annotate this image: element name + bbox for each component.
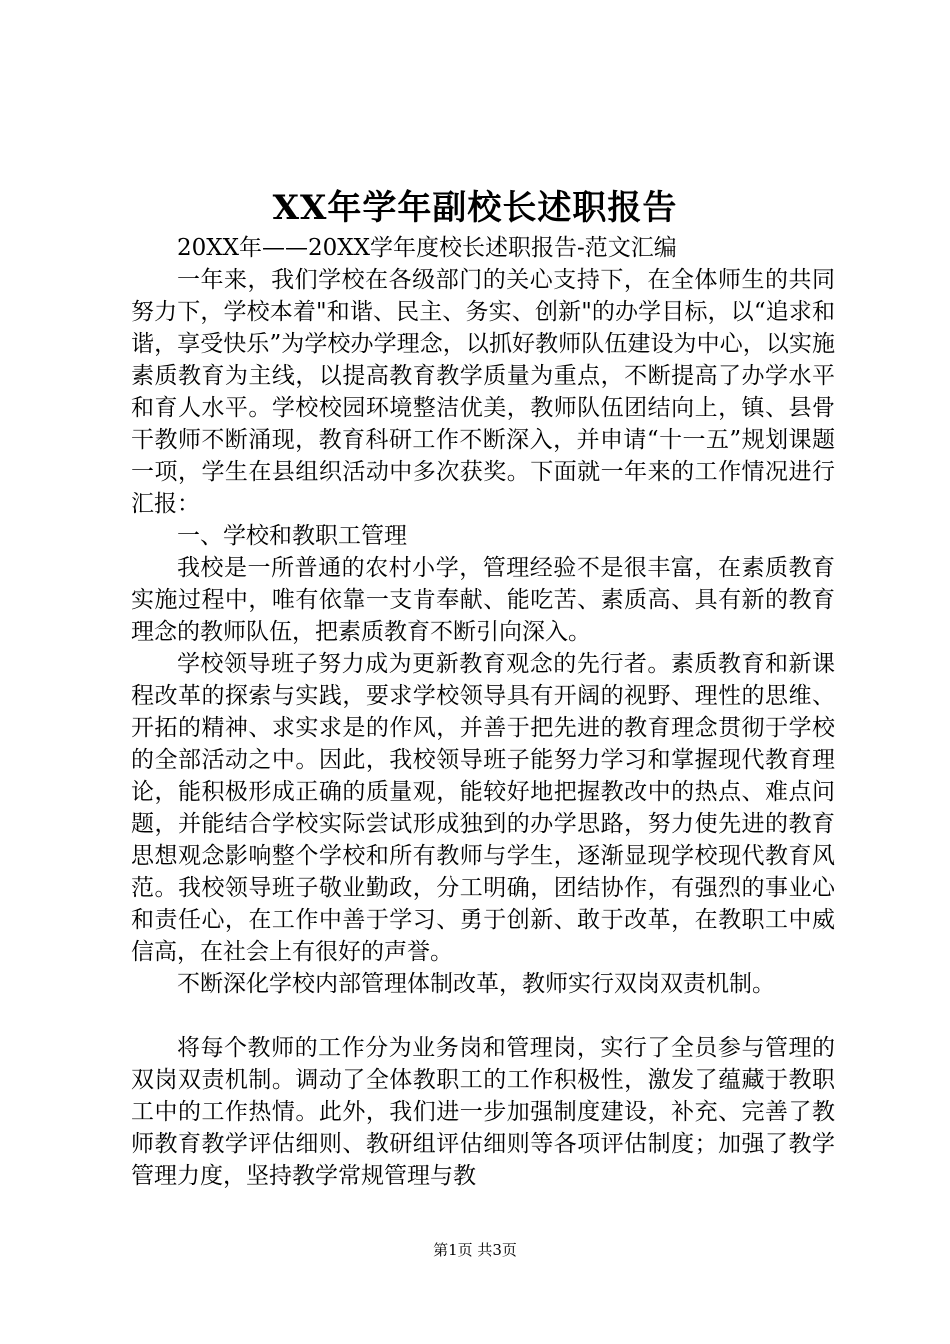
page-footer: 第1页 共3页 — [433, 1241, 517, 1259]
paragraph-school-overview: 我校是一所普通的农村小学，管理经验不是很丰富，在素质教育实施过程中，唯有依靠一支肯奉献、能吃苦、素质高、具有新的教育理念的教师队伍，把素质教育不断引向深入。 — [131, 555, 835, 645]
document-title: XX年学年副校长述职报告 — [272, 188, 678, 228]
paragraph-intro: 一年来，我们学校在各级部门的关心支持下，在全体师生的共同努力下，学校本着"和谐、民主、务实、创新"的办学目标，以“追求和谐，享受快乐”为学校办学理念，以抓好教师队伍建设为中心，以实施素质教育为主线，以提高教育教学质量为重点，不断提高了办学水平和育人水平。学校校园环境整洁优美，教师队伍团结向上，镇、县骨干教师不断涌现，教育科研工作不断深入，并申请“十一五”规划课题一项，学生在县组织活动中多次获奖。下面就一年来的工作情况进行汇报： — [131, 267, 835, 517]
document-body — [131, 232, 835, 1192]
paragraph-subtitle: 20XX年——20XX学年度校长述职报告-范文汇编 — [177, 235, 677, 261]
paragraph-dual-post: 将每个教师的工作分为业务岗和管理岗，实行了全员参与管理的双岗双责机制。调动了全体教职工的工作积极性，激发了蕴藏于教职工中的工作热情。此外，我们进一步加强制度建设，补充、完善了教师教育教学评估细则、教研组评估细则等各项评估制度；加强了教学管理力度，坚持教学常规管理与教 — [131, 1035, 835, 1189]
section-heading: 一、学校和教职工管理 — [177, 523, 407, 549]
paragraph-reform: 不断深化学校内部管理体制改革，教师实行双岗双责机制。 — [177, 971, 775, 997]
paragraph-leadership: 学校领导班子努力成为更新教育观念的先行者。素质教育和新课程改革的探索与实践，要求学校领导具有开阔的视野、理性的思维、开拓的精神、求实求是的作风，并善于把先进的教育理念贯彻于学校的全部活动之中。因此，我校领导班子能努力学习和掌握现代教育理论，能积极形成正确的质量观，能较好地把握教改中的热点、难点问题，并能结合学校实际尝试形成独到的办学思路，努力使先进的教育思想观念影响整个学校和所有教师与学生，逐渐显现学校现代教育风范。我校领导班子敬业勤政，分工明确，团结协作，有强烈的事业心和责任心，在工作中善于学习、勇于创新、敢于改革，在教职工中威信高，在社会上有很好的声誉。 — [131, 651, 835, 965]
